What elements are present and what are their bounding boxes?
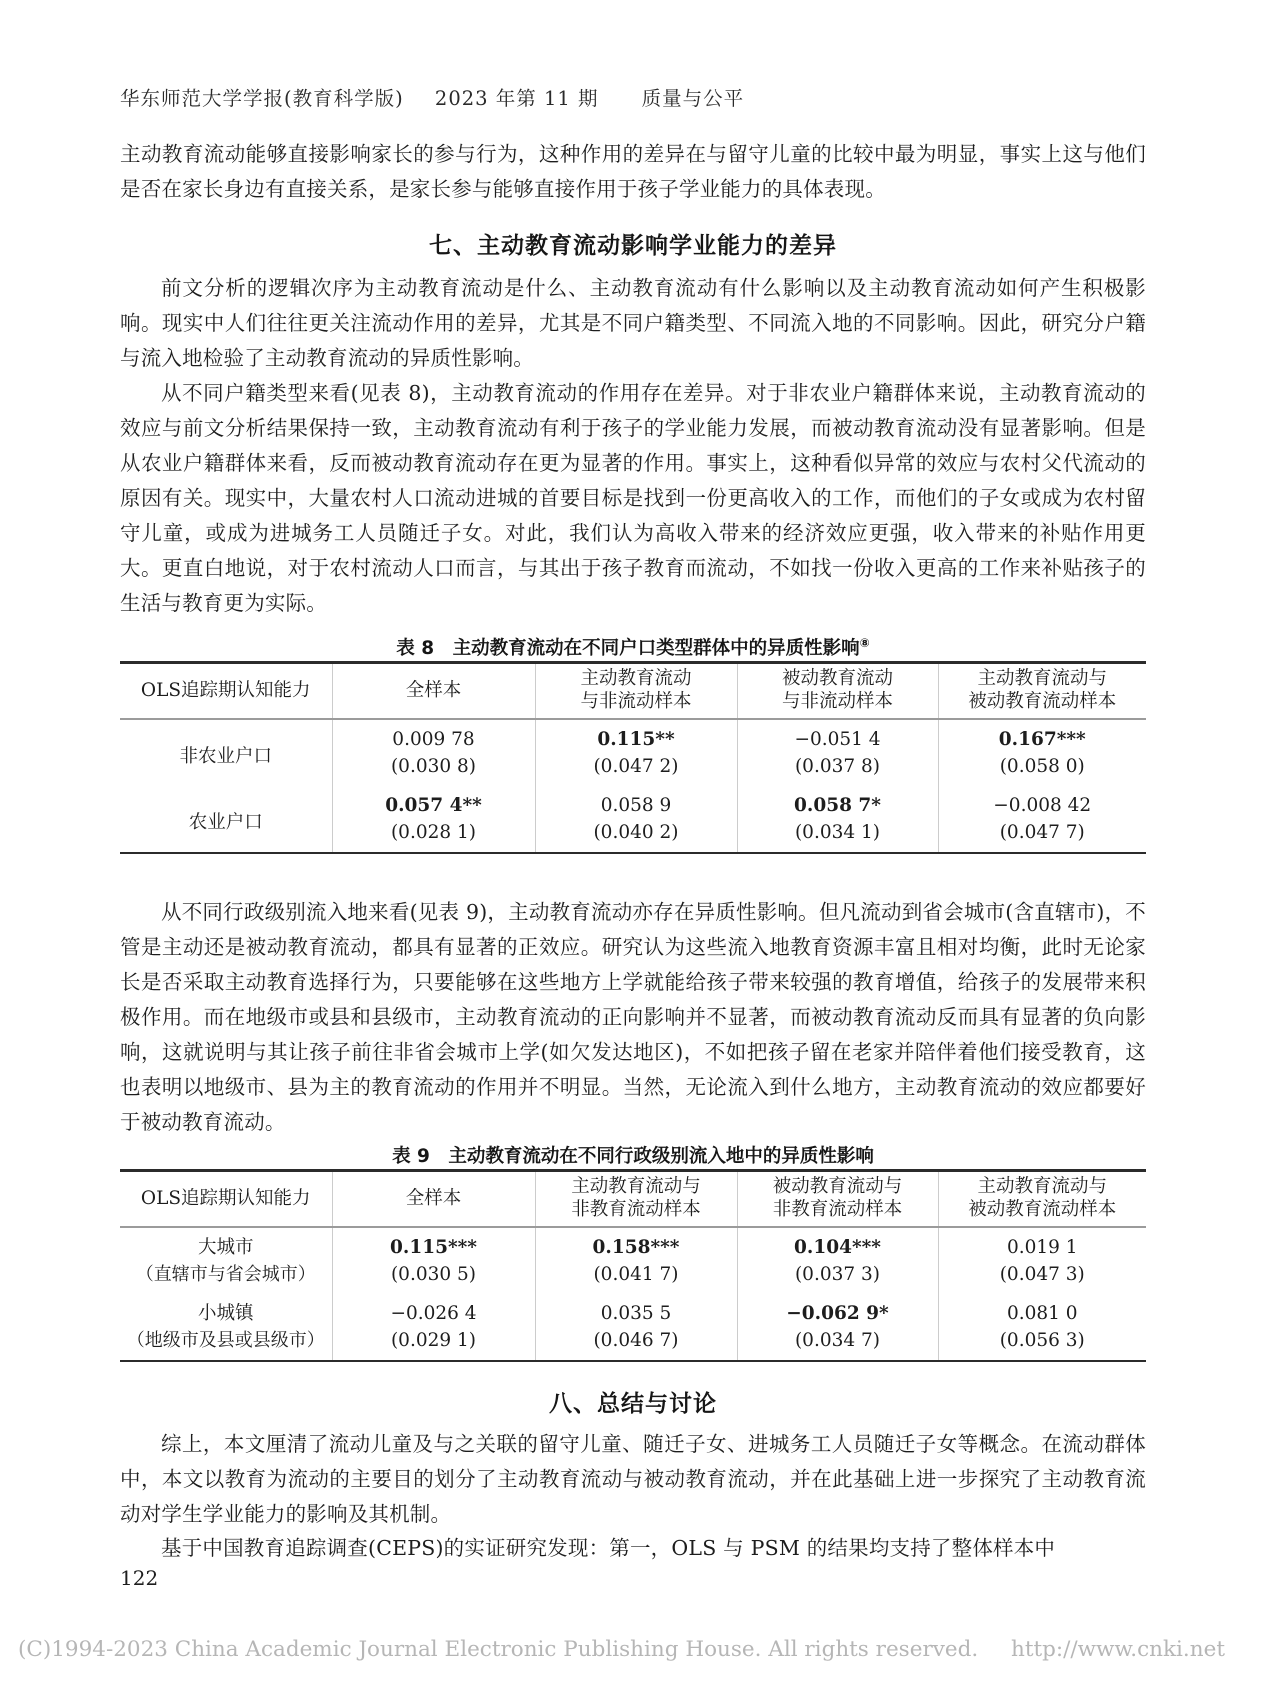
table9-cell: (0.046 7) [535, 1327, 737, 1361]
table8-cell: −0.008 42 [938, 786, 1146, 819]
table8-cell: (0.058 0) [938, 753, 1146, 786]
table9-row-sublabel: （直辖市与省会城市） [135, 1264, 316, 1285]
table9-header-cell: OLS追踪期认知能力 [120, 1171, 332, 1228]
table8-grid [120, 661, 1146, 854]
section8-paragraph-2: 基于中国教育追踪调查(CEPS)的实证研究发现：第一，OLS 与 PSM 的结果均支持了整体样本中 [161, 1536, 1056, 1560]
section8-paragraph-1: 综上，本文厘清了流动儿童及与之关联的留守儿童、随迁子女、进城务工人员随迁子女等概念。在流动群体中，本文以教育为流动的主要目的划分了主动教育流动与被动教育流动，并在此基础上进一步探究了主动教育流动对学生学业能力的影响及其机制。 [120, 1432, 1146, 1526]
table9-cell: (0.030 5) [332, 1261, 535, 1294]
table8-caption: 表 8 主动教育流动在不同户口类型群体中的异质性影响⑧ [396, 635, 870, 659]
table9-header-cell: 主动教育流动与 被动教育流动样本 [938, 1171, 1146, 1228]
table8-cell: 0.057 4** [332, 786, 535, 819]
table9-cell: (0.041 7) [535, 1261, 737, 1294]
table9-cell: 0.081 0 [938, 1294, 1146, 1327]
section7-paragraph-1: 前文分析的逻辑次序为主动教育流动是什么、主动教育流动有什么影响以及主动教育流动如何产生积极影响。现实中人们往往更关注流动作用的差异，尤其是不同户籍类型、不同流入地的不同影响。因此，研究分户籍与流入地检验了主动教育流动的异质性影响。 [120, 276, 1146, 370]
footer-url: http://www.cnki.net [1011, 1637, 1225, 1662]
table9-cell: 0.104*** [737, 1227, 938, 1261]
table9-row [120, 1261, 1146, 1294]
table9-header-cell: 全样本 [332, 1171, 535, 1228]
table8-cell: 0.058 7* [737, 786, 938, 819]
table9-cell: (0.037 3) [737, 1261, 938, 1294]
table9-row-sublabel: （地级市及县或县级市） [126, 1330, 325, 1351]
table9-cell: (0.047 3) [938, 1261, 1146, 1294]
table8-header-cell: 被动教育流动 与非流动样本 [737, 663, 938, 720]
table8-cell: 0.167*** [938, 719, 1146, 753]
table8-cell: 0.058 9 [535, 786, 737, 819]
table8-row-label: 非农业户口 [179, 745, 272, 767]
footer-copyright: (C)1994-2023 China Academic Journal Electronic Publishing House. All rights reserved. [18, 1637, 979, 1662]
running-head [120, 83, 1146, 111]
table8-cell: (0.037 8) [737, 753, 938, 786]
table8-row [120, 719, 1146, 753]
table8-row-label: 农业户口 [188, 811, 263, 833]
section7-paragraph-2: 从不同户籍类型来看(见表 8)，主动教育流动的作用存在差异。对于非农业户籍群体来说，主动教育流动的效应与前文分析结果保持一致，主动教育流动有利于孩子的学业能力发展，而被动教育流动没有显著影响。但是从农业户籍群体来看，反而被动教育流动存在更为显著的作用。事实上，这种看似异常的效应与农村父代流动的原因有关。现实中，大量农村人口流动进城的首要目标是找到一份更高收入的工作，而他们的子女或成为农村留守儿童，或成为进城务工人员随迁子女。对此，我们认为高收入带来的经济效应更强，收入带来的补贴作用更大。更直白地说，对于农村流动人口而言，与其出于孩子教育而流动，不如找一份收入更高的工作来补贴孩子的生活与教育更为实际。 [120, 381, 1146, 615]
cnki-footer [18, 1637, 1225, 1662]
table9-cell: (0.056 3) [938, 1327, 1146, 1361]
table9-caption: 表 9 主动教育流动在不同行政级别流入地中的异质性影响 [392, 1146, 874, 1167]
table9-header-row [120, 1171, 1146, 1228]
column-name: 质量与公平 [641, 87, 745, 110]
table9-row [120, 1294, 1146, 1327]
table8-header-cell: 主动教育流动与 被动教育流动样本 [938, 663, 1146, 720]
table8-cell: (0.047 2) [535, 753, 737, 786]
table9-grid [120, 1169, 1146, 1362]
table9-cell: 0.158*** [535, 1227, 737, 1261]
table8-header-cell: 主动教育流动 与非流动样本 [535, 663, 737, 720]
section7-paragraph-3: 从不同行政级别流入地来看(见表 9)，主动教育流动亦存在异质性影响。但凡流动到省会城市(含直辖市)，不管是主动还是被动教育流动，都具有显著的正效应。研究认为这些流入地教育资源丰富且相对均衡，此时无论家长是否采取主动教育选择行为，只要能够在这些地方上学就能给孩子带来较强的教育增值，给孩子的发展带来积极作用。而在地级市或县和县级市，主动教育流动的正向影响并不显著，而被动教育流动反而具有显著的负向影响，这就说明与其让孩子前往非省会城市上学(如欠发达地区)，不如把孩子留在老家并陪伴着他们接受教育，这也表明以地级市、县为主的教育流动的作用并不明显。当然，无论流入到什么地方，主动教育流动的效应都要好于被动教育流动。 [120, 900, 1146, 1134]
table8-header-cell: 全样本 [332, 663, 535, 720]
table8-cell: (0.028 1) [332, 819, 535, 853]
table8-cell: 0.009 78 [332, 719, 535, 753]
table9-cell: 0.019 1 [938, 1227, 1146, 1261]
table9-cell: 0.115*** [332, 1227, 535, 1261]
table9-row [120, 1327, 1146, 1361]
table8-cell: 0.115** [535, 719, 737, 753]
paragraph-intro: 主动教育流动能够直接影响家长的参与行为，这种作用的差异在与留守儿童的比较中最为明显，事实上这与他们是否在家长身边有直接关系，是家长参与能够直接作用于孩子学业能力的具体表现。 [120, 142, 1146, 201]
table9-row-label: 大城市 [197, 1237, 254, 1258]
table9-cell: −0.062 9* [737, 1294, 938, 1327]
journal-title: 华东师范大学学报(教育科学版) [120, 87, 404, 110]
table8-cell: −0.051 4 [737, 719, 938, 753]
table9 [120, 1169, 1146, 1362]
table9-cell: (0.034 7) [737, 1327, 938, 1361]
table8 [120, 661, 1146, 854]
page-number: 122 [120, 1566, 159, 1590]
table9-cell: −0.026 4 [332, 1294, 535, 1327]
issue-info: 2023 年第 11 期 [434, 87, 599, 110]
table8-header-cell: OLS追踪期认知能力 [120, 663, 332, 720]
section8-title: 八、总结与讨论 [549, 1391, 717, 1417]
table8-cell: (0.047 7) [938, 819, 1146, 853]
table8-cell: (0.030 8) [332, 753, 535, 786]
table9-header-cell: 主动教育流动与 非教育流动样本 [535, 1171, 737, 1228]
table8-row [120, 786, 1146, 819]
table9-cell: (0.029 1) [332, 1327, 535, 1361]
table8-cell: (0.034 1) [737, 819, 938, 853]
table9-cell: 0.035 5 [535, 1294, 737, 1327]
table8-cell: (0.040 2) [535, 819, 737, 853]
table9-row-label: 小城镇 [197, 1303, 254, 1324]
table8-footnote-marker: ⑧ [859, 635, 870, 650]
table9-header-cell: 被动教育流动与 非教育流动样本 [737, 1171, 938, 1228]
table9-row [120, 1227, 1146, 1261]
table8-header-row [120, 663, 1146, 720]
section7-title: 七、主动教育流动影响学业能力的差异 [429, 233, 837, 259]
